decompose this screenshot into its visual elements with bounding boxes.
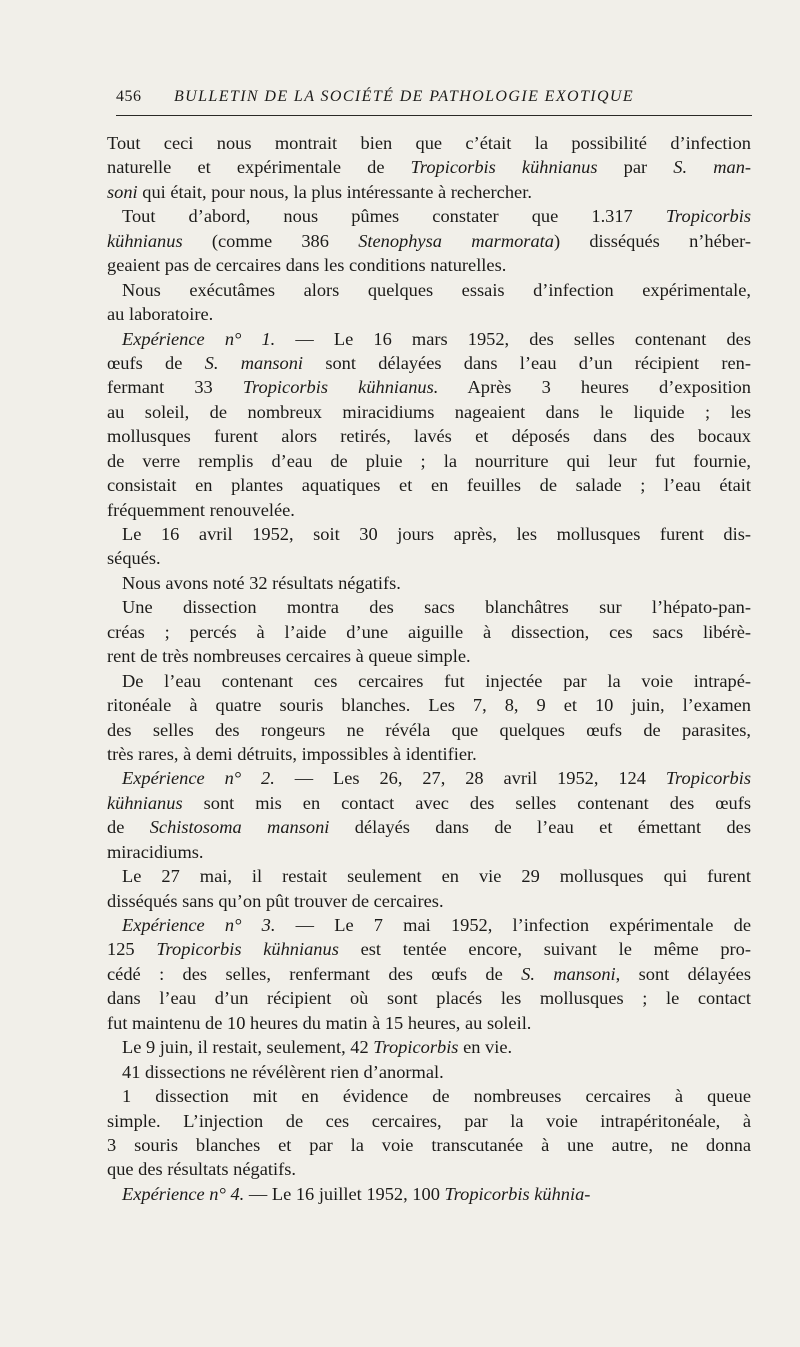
- text-segment: disséqués sans qu’on pût trouver de cercaires.: [107, 890, 444, 911]
- text-line: [107, 620, 751, 644]
- text-segment: 1 dissection mit en évidence de nombreuses cercaires à queue: [122, 1086, 751, 1107]
- text-segment: rent de très nombreuses cercaires à queue simple.: [107, 646, 471, 667]
- italic-segment: Tropicorbis kühnianus: [410, 157, 598, 178]
- text-segment: Une dissection montra des sacs blanchâtres sur l’hépato-pan-: [122, 597, 751, 618]
- text-line: [107, 571, 751, 595]
- italic-segment: kühnianus: [107, 792, 183, 813]
- text-line: [107, 1084, 751, 1108]
- text-segment: fermant 33: [107, 377, 243, 398]
- text-segment: très rares, à demi détruits, impossibles à identifier.: [107, 743, 477, 764]
- italic-segment: S. mansoni: [204, 352, 304, 373]
- text-line: [107, 180, 751, 204]
- text-segment: consistait en plantes aquatiques et en feuilles de salade ; l’eau était: [107, 475, 751, 496]
- text-segment: mollusques furent alors retirés, lavés et déposés dans des bocaux: [107, 426, 751, 447]
- italic-segment: Tropicorbis kühnia-: [444, 1183, 591, 1204]
- text-segment: sont délayées dans l’eau d’un récipient ren-: [303, 352, 751, 373]
- text-line: [107, 864, 751, 888]
- text-line: [107, 742, 751, 766]
- page-number: 456: [116, 88, 142, 105]
- text-segment: simple. L’injection de ces cercaires, par la voie intrapéritonéale, à: [107, 1110, 751, 1131]
- text-segment: 3 souris blanches et par la voie transcutanée à une autre, ne donna: [107, 1134, 751, 1155]
- text-segment: Le 16 avril 1952, soit 30 jours après, les mollusques furent dis-: [122, 524, 751, 544]
- text-line: [107, 351, 751, 375]
- text-segment: ) disséqués n’héber-: [553, 230, 751, 251]
- text-line: [107, 718, 751, 742]
- text-line: [107, 375, 751, 399]
- italic-segment: Tropicorbis kühnianus.: [242, 377, 439, 398]
- text-segment: sont mis en contact avec des selles contenant des œufs: [182, 792, 751, 813]
- italic-segment: Tropicorbis: [373, 1037, 459, 1058]
- text-line: [107, 937, 751, 961]
- text-line: [107, 1133, 751, 1157]
- text-line: [107, 840, 751, 864]
- text-line: [107, 986, 751, 1010]
- text-segment: , sont délayées: [615, 963, 751, 984]
- text-segment: (comme 386: [182, 230, 359, 251]
- text-segment: qui était, pour nous, la plus intéressante à rechercher.: [137, 181, 532, 202]
- text-segment: Nous exécutâmes alors quelques essais d’infection expérimentale,: [122, 279, 751, 300]
- text-segment: naturelle et expérimentale de: [107, 157, 411, 178]
- text-segment: des selles des rongeurs ne révéla que quelques œufs de parasites,: [107, 719, 751, 740]
- text-segment: délayés dans de l’eau et émettant des: [329, 817, 751, 838]
- text-segment: Tout ceci nous montrait bien que c’était la possibilité d’infection: [107, 133, 751, 153]
- text-segment: — Le 16 mars 1952, des selles contenant des: [275, 328, 751, 349]
- text-segment: miracidiums.: [107, 841, 204, 862]
- italic-segment: Expérience n° 2.: [122, 768, 275, 789]
- text-segment: — Le 7 mai 1952, l’infection expérimentale de: [275, 915, 751, 935]
- italic-segment: Schistosoma mansoni: [149, 817, 330, 838]
- italic-segment: S. mansoni: [521, 963, 616, 984]
- text-segment: Après 3 heures d’exposition: [438, 377, 751, 398]
- text-segment: œufs de: [107, 352, 205, 373]
- text-line: [107, 131, 751, 155]
- text-segment: dans l’eau d’un récipient où sont placés les mollusques ; le contact: [107, 988, 751, 1009]
- text-line: [107, 595, 751, 619]
- text-line: [107, 449, 751, 473]
- text-segment: au laboratoire.: [107, 304, 214, 325]
- text-line: [107, 424, 751, 448]
- text-segment: — Les 26, 27, 28 avril 1952, 124: [274, 768, 666, 789]
- text-segment: séqués.: [107, 548, 161, 569]
- italic-segment: S. man-: [673, 157, 752, 178]
- text-line: [107, 204, 751, 228]
- text-line: [107, 278, 751, 302]
- text-line: [107, 693, 751, 717]
- text-segment: que des résultats négatifs.: [107, 1159, 296, 1180]
- text-line: [107, 1109, 751, 1133]
- text-line: [107, 1060, 751, 1084]
- text-segment: Le 27 mai, il restait seulement en vie 29 mollusques qui furent: [122, 866, 751, 887]
- text-segment: geaient pas de cercaires dans les conditions naturelles.: [107, 255, 507, 276]
- italic-segment: Stenophysa marmorata: [358, 230, 554, 251]
- text-line: [107, 962, 751, 986]
- text-line: [107, 546, 751, 570]
- italic-segment: Tropicorbis: [665, 206, 751, 227]
- italic-segment: Expérience n° 3.: [122, 915, 276, 935]
- text-line: [107, 253, 751, 277]
- italic-segment: kühnianus: [107, 230, 183, 251]
- text-segment: Le 9 juin, il restait, seulement, 42: [122, 1037, 374, 1058]
- text-line: [107, 766, 751, 790]
- running-header: [116, 86, 756, 112]
- text-line: [107, 155, 751, 179]
- text-segment: 125: [107, 939, 157, 960]
- text-segment: 41 dissections ne révélèrent rien d’anormal.: [122, 1061, 444, 1082]
- text-segment: cédé : des selles, renfermant des œufs de: [107, 963, 522, 984]
- italic-segment: Tropicorbis kühnianus: [156, 939, 339, 960]
- text-segment: Nous avons noté 32 résultats négatifs.: [122, 572, 401, 593]
- text-segment: Tout d’abord, nous pûmes constater que 1.317: [122, 206, 666, 227]
- italic-segment: soni: [107, 181, 138, 202]
- text-line: [107, 913, 751, 937]
- text-line: [107, 229, 751, 253]
- header-rule: [116, 115, 752, 116]
- text-line: [107, 791, 751, 815]
- text-line: [107, 327, 751, 351]
- text-segment: est tentée encore, suivant le même pro-: [338, 939, 751, 960]
- text-line: [107, 522, 751, 546]
- text-line: [107, 889, 751, 913]
- text-segment: créas ; percés à l’aide d’une aiguille à dissection, ces sacs libérè-: [107, 621, 751, 642]
- text-segment: ritonéale à quatre souris blanches. Les 7, 8, 9 et 10 juin, l’examen: [107, 695, 751, 716]
- text-line: [107, 400, 751, 424]
- text-segment: de: [107, 817, 150, 838]
- journal-title: BULLETIN DE LA SOCIÉTÉ DE PATHOLOGIE EXOTIQUE: [174, 88, 635, 105]
- text-line: [107, 644, 751, 668]
- text-segment: — Le 16 juillet 1952, 100: [244, 1183, 445, 1204]
- text-segment: de verre remplis d’eau de pluie ; la nourriture qui leur fut fournie,: [107, 450, 751, 471]
- text-line: [107, 302, 751, 326]
- text-line: [107, 1011, 751, 1035]
- text-line: [107, 1182, 751, 1206]
- body-text: [107, 131, 751, 1206]
- text-segment: De l’eau contenant ces cercaires fut injectée par la voie intrapé-: [122, 670, 751, 691]
- italic-segment: Tropicorbis: [665, 768, 751, 789]
- italic-segment: Expérience n° 4.: [122, 1183, 245, 1204]
- text-line: [107, 498, 751, 522]
- text-line: [107, 669, 751, 693]
- text-line: [107, 473, 751, 497]
- text-segment: fut maintenu de 10 heures du matin à 15 heures, au soleil.: [107, 1012, 532, 1033]
- text-segment: par: [597, 157, 674, 178]
- text-segment: en vie.: [458, 1037, 513, 1058]
- italic-segment: Expérience n° 1.: [122, 328, 276, 349]
- text-segment: au soleil, de nombreux miracidiums nageaient dans le liquide ; les: [107, 401, 751, 422]
- text-line: [107, 815, 751, 839]
- text-line: [107, 1157, 751, 1181]
- text-segment: fréquemment renouvelée.: [107, 499, 295, 520]
- text-line: [107, 1035, 751, 1059]
